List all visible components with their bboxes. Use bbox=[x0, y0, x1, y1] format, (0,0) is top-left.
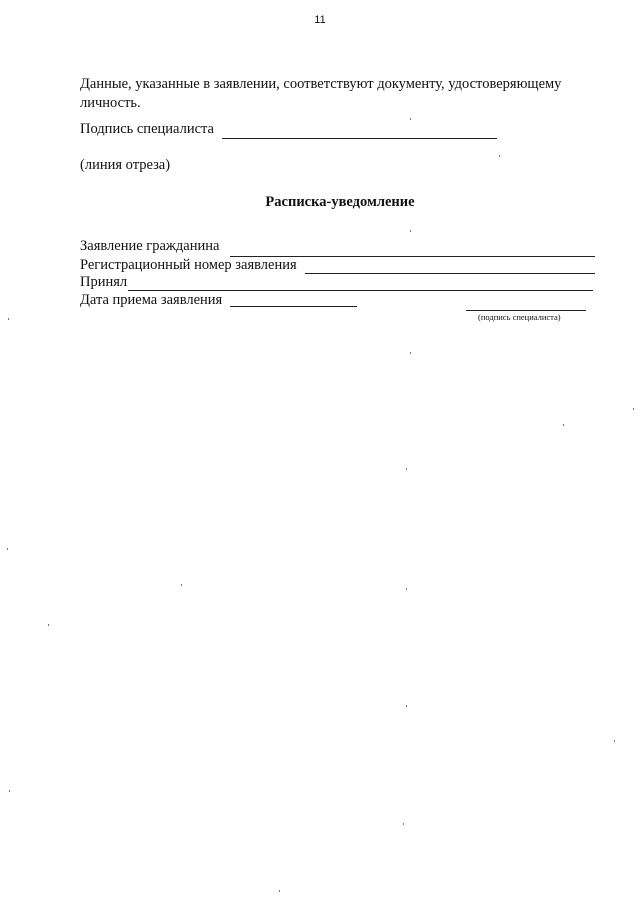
scan-speck bbox=[410, 230, 411, 232]
scan-speck bbox=[279, 890, 280, 892]
scan-speck bbox=[8, 318, 9, 320]
registration-number-line[interactable] bbox=[305, 273, 595, 274]
scan-speck bbox=[7, 548, 8, 550]
receipt-title: Расписка-уведомление bbox=[265, 194, 415, 210]
scan-speck bbox=[48, 624, 49, 626]
scan-speck bbox=[406, 705, 407, 707]
page-number: 11 bbox=[314, 14, 326, 26]
scan-speck bbox=[406, 588, 407, 590]
accepted-by-line[interactable] bbox=[128, 290, 593, 291]
receipt-field-label: Заявление гражданина bbox=[80, 238, 220, 254]
specialist-signature-line[interactable] bbox=[222, 138, 497, 139]
scan-speck bbox=[181, 584, 182, 586]
identity-statement: Данные, указанные в заявлении, соответствуют документу, удостоверяющему личность. bbox=[80, 76, 562, 111]
specialist-signature-label: Подпись специалиста bbox=[80, 121, 214, 137]
acceptance-date-line[interactable] bbox=[230, 306, 357, 307]
scan-speck bbox=[410, 352, 411, 354]
scan-speck bbox=[614, 740, 615, 742]
scan-speck bbox=[403, 823, 404, 825]
cut-line-label: (линия отреза) bbox=[80, 157, 171, 173]
signature-caption: (подпись специалиста) bbox=[478, 312, 561, 322]
scan-speck bbox=[633, 408, 634, 410]
specialist-signature-line[interactable] bbox=[466, 310, 586, 311]
scan-speck bbox=[410, 118, 411, 120]
scan-speck bbox=[563, 424, 564, 426]
receipt-field-label: Дата приема заявления bbox=[80, 292, 223, 308]
scan-speck bbox=[9, 790, 10, 792]
scan-speck bbox=[406, 468, 407, 470]
scan-speck bbox=[499, 155, 500, 157]
receipt-field-label: Принял bbox=[80, 274, 128, 290]
receipt-field-label: Регистрационный номер заявления bbox=[80, 257, 297, 273]
